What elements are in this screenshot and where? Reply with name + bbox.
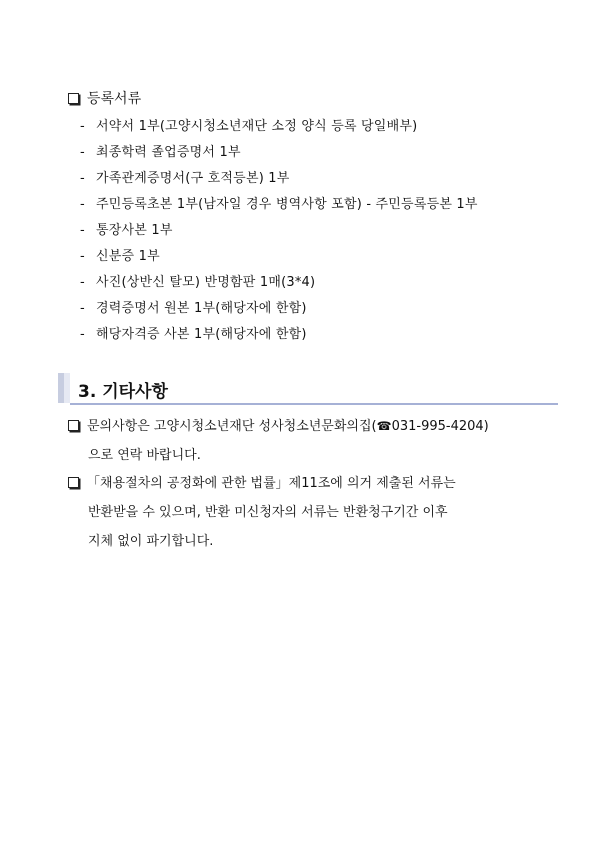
dash-marker: -: [80, 171, 85, 186]
dash-marker: -: [80, 145, 85, 160]
square-bullet-icon: [68, 477, 79, 488]
contact-note: [68, 412, 558, 470]
dash-marker: -: [80, 119, 85, 134]
list-item-text: 최종학력 졸업증명서 1부: [96, 145, 241, 160]
contact-note-line2: 으로 연락 바랍니다.: [88, 448, 201, 463]
law-note-line1: [68, 469, 558, 498]
dash-marker: -: [80, 249, 85, 264]
section-bar-accent-light: [64, 373, 70, 403]
law-text: 「채용절차의 공정화에 관한 법률」제11조에 의거 제출된 서류는: [87, 476, 456, 491]
list-item-text: 주민등록초본 1부(남자일 경우 병역사항 포함) - 주민등록등본 1부: [96, 197, 478, 212]
list-item: [80, 114, 478, 140]
section-title-text: 3. 기타사항: [78, 382, 168, 402]
list-item: [80, 140, 478, 166]
square-bullet-icon: [68, 420, 79, 431]
list-item: [80, 322, 478, 348]
list-item-text: 서약서 1부(고양시청소년재단 소정 양식 등록 당일배부): [96, 119, 418, 134]
phone-icon: ☎: [376, 419, 392, 433]
docs-heading-text: 등록서류: [87, 91, 142, 107]
docs-list: [80, 114, 478, 348]
phone-number: 031-995-4204): [391, 419, 489, 434]
dash-marker: -: [80, 223, 85, 238]
list-item: [80, 192, 478, 218]
dash-marker: -: [80, 301, 85, 316]
list-item: [80, 296, 478, 322]
list-item-text: 경력증명서 원본 1부(해당자에 한함): [96, 301, 307, 316]
list-item-text: 통장사본 1부: [96, 223, 173, 238]
list-item: [80, 270, 478, 296]
list-item-text: 가족관계증명서(구 호적등본) 1부: [96, 171, 290, 186]
law-note: [68, 469, 558, 556]
section-title: [58, 371, 558, 405]
list-item-text: 사진(상반신 탈모) 반명함판 1매(3*4): [96, 275, 316, 290]
list-item: [80, 218, 478, 244]
dash-marker: -: [80, 327, 85, 342]
law-note-line3: 지체 없이 파기합니다.: [88, 534, 214, 549]
list-item: [80, 166, 478, 192]
docs-heading: [68, 88, 141, 108]
contact-text: 문의사항은 고양시청소년재단 성사청소년문화의집(: [87, 419, 377, 434]
section-underline: [70, 403, 558, 405]
contact-note-line1: [68, 412, 558, 441]
list-item-text: 신분증 1부: [96, 249, 160, 264]
square-bullet-icon: [68, 93, 79, 104]
list-item-text: 해당자격증 사본 1부(해당자에 한함): [96, 327, 307, 342]
list-item: [80, 244, 478, 270]
dash-marker: -: [80, 197, 85, 212]
law-note-line2: 반환받을 수 있으며, 반환 미신청자의 서류는 반환청구기간 이후: [88, 505, 448, 520]
dash-marker: -: [80, 275, 85, 290]
